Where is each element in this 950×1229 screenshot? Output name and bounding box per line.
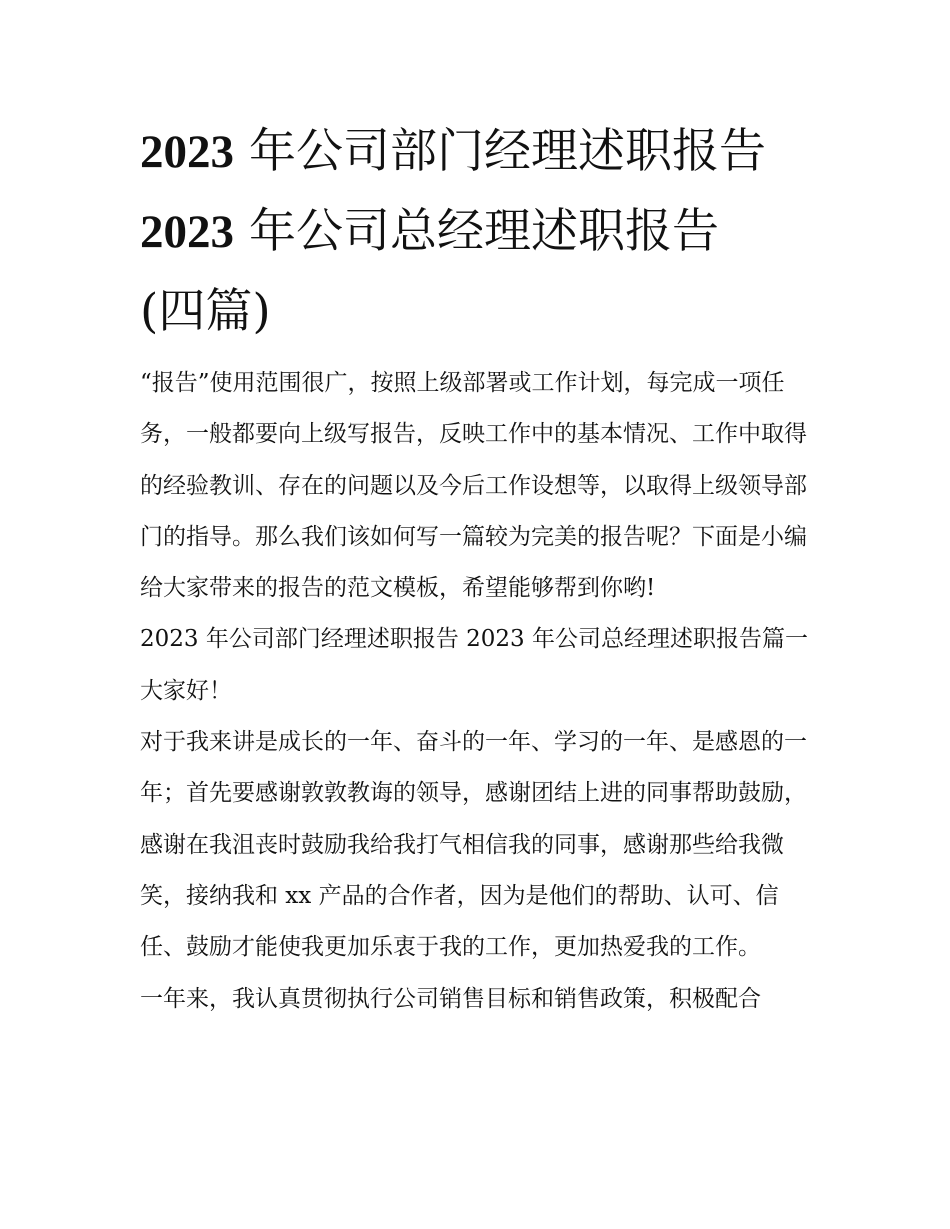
title-year: 2023 bbox=[140, 206, 234, 258]
title-text: (四篇) bbox=[140, 284, 271, 339]
intro-paragraph: “报告”使用范围很广，按照上级部署或工作计划，每完成一项任务，一般都要向上级写报告，反映工作中的基本情况、工作中取得的经验教训、存在的问题以及今后工作设想等，以取得上级领导部门的指导。那么我们该如何写一篇较为完美的报告呢？下面是小编给大家带来的报告的范文模板，希望能够帮到你哟! bbox=[140, 370, 807, 602]
title-line-1 bbox=[140, 112, 820, 192]
title-year: 2023 bbox=[140, 126, 234, 178]
body-paragraph: 对于我来讲是成长的一年、奋斗的一年、学习的一年、是感恩的一年；首先要感谢敦敦教诲的领导，感谢团结上进的同事帮助鼓励，感谢在我沮丧时鼓励我给我打气相信我的同事，感谢那些给我微笑，接纳我和 xx 产品的合作者，因为是他们的帮助、认可、信任、鼓励才能使我更加乐衷于我的工作，更加热爱我的工作。 bbox=[140, 729, 807, 961]
title-line-3 bbox=[140, 272, 820, 352]
title-text: 年公司部门经理述职报告 bbox=[234, 124, 766, 179]
section-heading-paragraph: 2023 年公司部门经理述职报告 2023 年公司总经理述职报告篇一 大家好！ bbox=[140, 626, 808, 704]
body-paragraph: 一年来，我认真贯彻执行公司销售目标和销售政策，积极配合 bbox=[140, 985, 761, 1012]
document-page bbox=[140, 112, 820, 1025]
title-line-2 bbox=[140, 192, 820, 272]
title-text: 年公司总经理述职报告 bbox=[234, 204, 719, 259]
document-title bbox=[140, 112, 820, 352]
